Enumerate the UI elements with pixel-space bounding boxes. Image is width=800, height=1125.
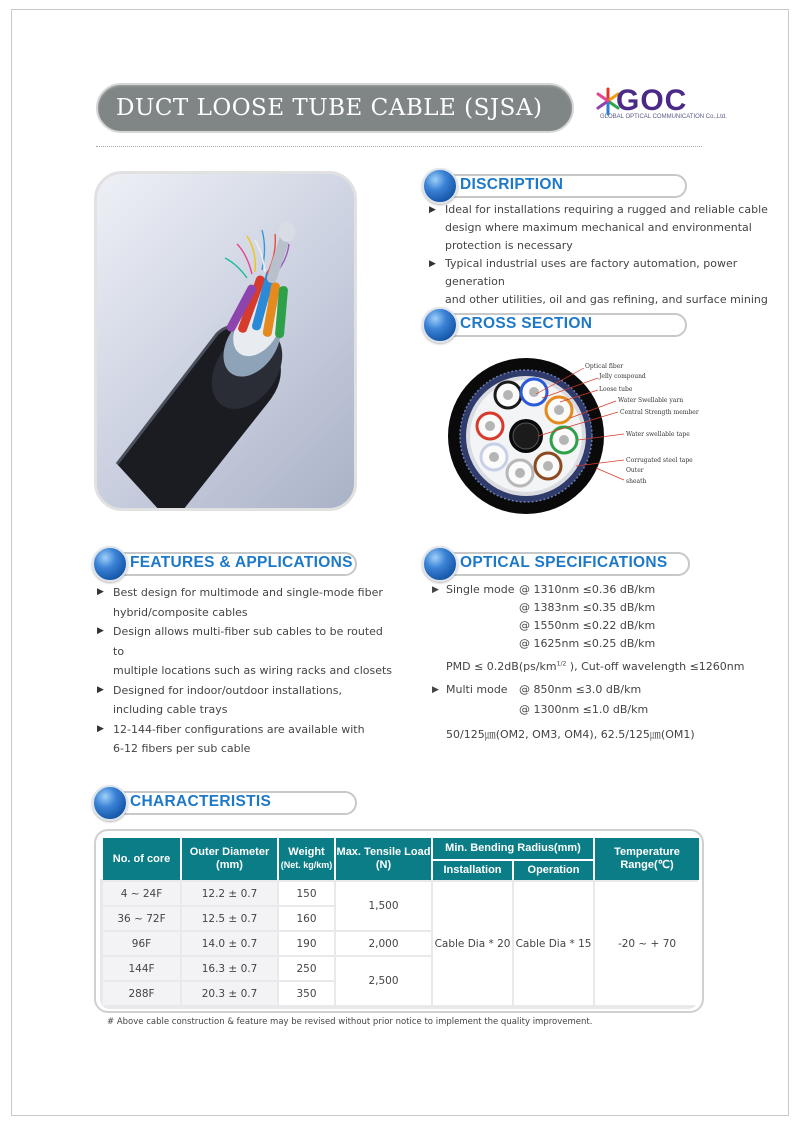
- col-weight: Weight (Net. kg/km): [279, 838, 334, 880]
- triangle-bullet-icon: ▶: [429, 205, 436, 215]
- page-title-banner: [96, 83, 574, 133]
- col-tensile: Max. Tensile Load (N): [336, 838, 431, 880]
- triangle-bullet-icon: ▶: [432, 685, 439, 695]
- description-list: [429, 201, 769, 309]
- section-bullet-icon: [422, 168, 458, 204]
- section-bullet-icon: [92, 785, 128, 821]
- footnote: # Above cable construction & feature may be revised without prior notice to implement the quality improvement.: [107, 1017, 593, 1027]
- col-outer-diameter: Outer Diameter (mm): [182, 838, 277, 880]
- label-corrugated-steel-tape: Corrugated steel tape: [626, 457, 693, 464]
- table-row: 96F 14.0 ± 0.7 190 2,000: [103, 932, 699, 955]
- cross-section-title: CROSS SECTION: [460, 315, 593, 332]
- label-water-swellable-tape: Water swellable tape: [626, 431, 690, 438]
- table-row: 288F 20.3 ± 0.7 350: [103, 982, 699, 1005]
- label-jelly-compound: Jelly compound: [599, 373, 646, 380]
- page-title: DUCT LOOSE TUBE CABLE (SJSA): [116, 95, 543, 121]
- col-bending-radius: Min. Bending Radius(mm): [433, 838, 593, 859]
- label-optical-fiber: Optical fiber: [585, 363, 624, 370]
- list-item: ▶ Ideal for installations requiring a rugged and reliable cable design where maximum mechanical and environmental protection is necessary: [429, 203, 768, 252]
- single-mode-label: Single mode: [446, 583, 515, 596]
- col-operation: Operation: [514, 861, 593, 880]
- pmd-line: PMD ≤ $0.2dB(ps/km^{1/2}$ ), Cut-off wavelength ≤1260nm: [446, 660, 745, 673]
- spec-line: @ 1310nm ≤0.36 dB/km: [519, 583, 656, 596]
- list-item: ▶ Designed for indoor/outdoor installations, including cable trays: [97, 681, 397, 720]
- description-header: [422, 172, 687, 200]
- label-sheath: sheath: [626, 478, 647, 485]
- logo-company-name: GLOBAL OPTICAL COMMUNICATION Co.,Ltd.: [600, 114, 727, 120]
- label-water-swellable-yarn: Water Swellable yarn: [618, 397, 684, 404]
- label-central-strength-member: Central Strength member: [620, 409, 699, 416]
- list-item: ▶ 12-144-fiber configurations are available with 6-12 fibers per sub cable: [97, 720, 397, 759]
- characteristics-table-panel: [94, 829, 704, 1013]
- label-outer: Outer: [626, 467, 644, 474]
- cable-photo: [94, 171, 357, 511]
- spec-line: @ 1383nm ≤0.35 dB/km: [519, 601, 656, 614]
- section-bullet-icon: [422, 307, 458, 343]
- optical-header: [422, 550, 690, 578]
- section-bullet-icon: [422, 546, 458, 582]
- characteristics-table: [101, 836, 701, 1007]
- triangle-bullet-icon: ▶: [97, 626, 104, 636]
- features-header: [92, 550, 357, 578]
- logo-wordmark: GOC: [616, 84, 688, 117]
- table-row: 36 ~ 72F 12.5 ± 0.7 160: [103, 907, 699, 930]
- characteristics-title: CHARACTERISTIS: [130, 793, 272, 810]
- triangle-bullet-icon: ▶: [97, 684, 104, 695]
- label-loose-tube: Loose tube: [599, 386, 633, 393]
- cross-section-header: [422, 311, 687, 339]
- cable-illustration: [97, 174, 354, 508]
- section-bullet-icon: [92, 546, 128, 582]
- features-list: [97, 583, 397, 759]
- list-item: ▶ Typical industrial uses are factory automation, power generation and other utilities, oil and gas refining, and surface mining: [429, 257, 768, 306]
- col-core: No. of core: [103, 838, 180, 880]
- description-title: DISCRIPTION: [460, 176, 564, 193]
- list-item: ▶ Best design for multimode and single-mode fiber hybrid/composite cables: [97, 583, 397, 622]
- table-row: 4 ~ 24F 12.2 ± 0.7 150 1,500 Cable Dia * 20 Cable Dia * 15 -20 ~ + 70: [103, 882, 699, 905]
- cross-section-diagram: [446, 356, 716, 516]
- spec-line: @ 1625nm ≤0.25 dB/km: [519, 637, 656, 650]
- triangle-bullet-icon: ▶: [432, 585, 439, 595]
- features-title: FEATURES & APPLICATIONS: [130, 554, 353, 571]
- col-installation: Installation: [433, 861, 512, 880]
- company-logo: [596, 82, 727, 126]
- spec-line: @ 850nm ≤3.0 dB/km: [519, 683, 642, 696]
- header-divider: [96, 146, 702, 147]
- table-row: 144F 16.3 ± 0.7 250 2,500: [103, 957, 699, 980]
- triangle-bullet-icon: ▶: [97, 587, 104, 597]
- col-temperature: Temperature Range(℃): [595, 838, 699, 880]
- spec-line: @ 1550nm ≤0.22 dB/km: [519, 619, 656, 632]
- optical-title: OPTICAL SPECIFICATIONS: [460, 554, 668, 571]
- triangle-bullet-icon: ▶: [97, 723, 104, 734]
- triangle-bullet-icon: ▶: [429, 259, 436, 269]
- characteristics-header: [92, 789, 357, 817]
- list-item: ▶ Design allows multi-fiber sub cables to be routed to multiple locations such as wiring racks and closets: [97, 622, 397, 681]
- spec-line: @ 1300nm ≤1.0 dB/km: [519, 703, 649, 716]
- multi-mode-label: Multi mode: [446, 683, 508, 696]
- fiber-types: 50/125㎛(OM2, OM3, OM4), 62.5/125㎛(OM1): [446, 728, 695, 741]
